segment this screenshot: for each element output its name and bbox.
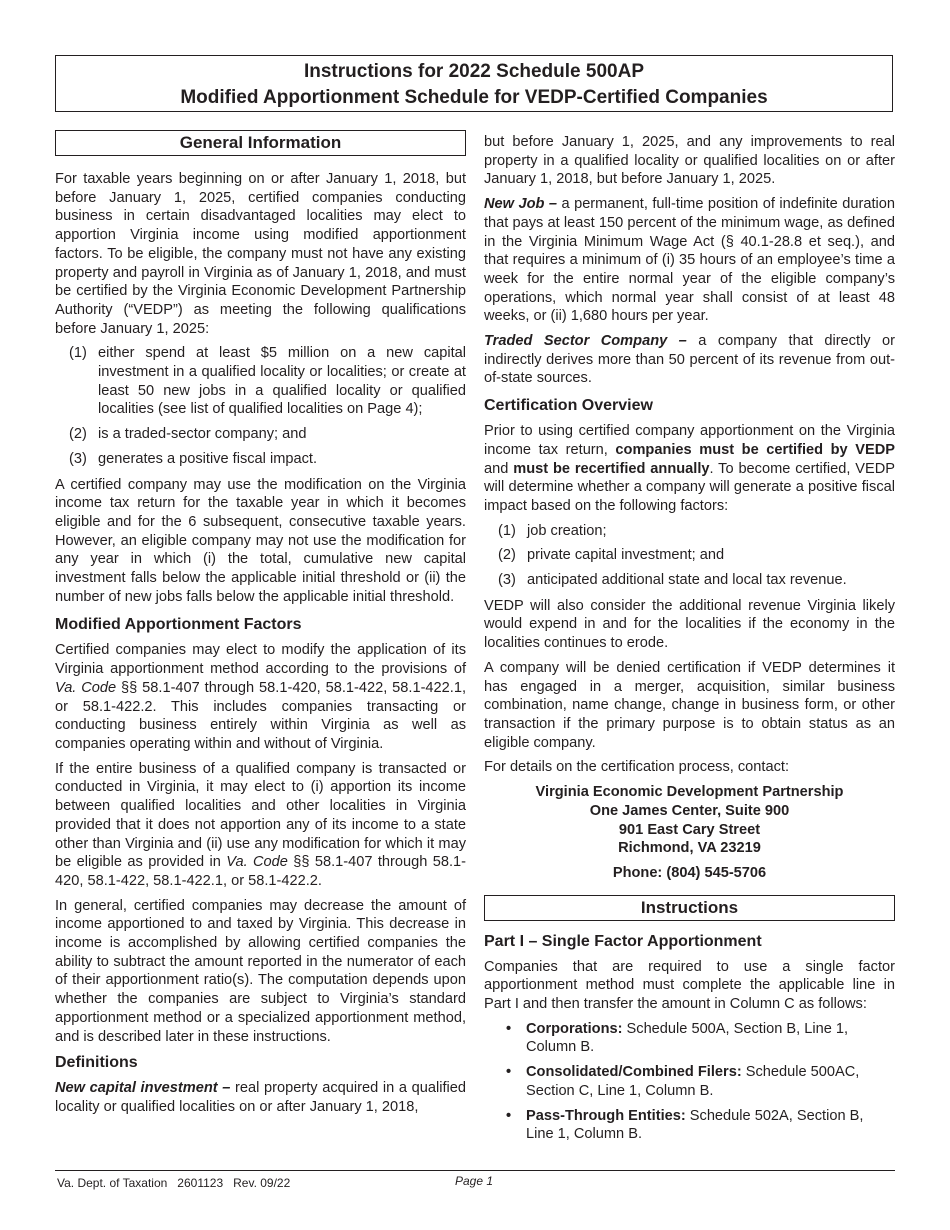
right-column <box>484 133 895 1144</box>
footer-rule <box>55 1170 895 1171</box>
contact-address-1: One James Center, Suite 900 <box>589 802 790 819</box>
general-intro-paragraph: For taxable years beginning on or after January 1, 2018, but before January 1, 2025, certified companies conducting business in certain disadvantaged localities may elect to apportion Virginia income using modified apportionment factors. To be eligible, the company must not have any existing property and payroll in Virginia as of January 1, 2018, and must be certified by the Virginia Economic Development Partnership Authority (“VEDP”) as meeting the following qualifications before January 1, 2025: <box>55 171 466 337</box>
factors-paragraph-1: Certified companies may elect to modify the application of its Virginia apportionment method according to the provisions of Va. Code §§ 58.1-407 through 58.1-420, 58.1-422, 58.1-422.1, or 58.1-422.2. This includes companies transacting or conducting business entirely within Virginia as well as companies operating within and without of Virginia. <box>55 642 467 752</box>
contact-city: Richmond, VA 23219 <box>618 840 761 857</box>
footer-page-number: Page 1 <box>455 1174 494 1188</box>
title-line-2: Modified Apportionment Schedule for VEDP-Certified Companies <box>180 87 768 108</box>
contact-phone: Phone: (804) 545-5706 <box>612 864 767 881</box>
left-column <box>55 130 466 1117</box>
certification-paragraph-1: Prior to using certified company apportionment on the Virginia income tax return, companies must be certified by VEDP and must be recertified annually. To become certified, VEDP will determine whether a company will generate a positive fiscal impact based on the following factors: <box>484 423 895 514</box>
list-item: (2) is a traded-sector company; and <box>69 426 307 443</box>
factors-paragraph-3: In general, certified companies may decrease the amount of income apportioned to and taxed by Virginia. This decrease in income is accomplished by allowing certified companies the ability to subtract the amount reported in the numerator of each of their apportionment ratio(s). The computation depends upon whether the companies are subject to Virginia’s standard apportionment method or a specialized apportionment method, and is described later in these instructions. <box>55 897 466 1045</box>
traded-sector-definition: Traded Sector Company – a company that directly or indirectly derives more than 50 percent of its revenue from out-of-state sources. <box>484 333 895 387</box>
contact-org: Virginia Economic Development Partnership <box>535 784 844 801</box>
part-1-paragraph: Companies that are required to use a single factor apportionment method must complete the applicable line in Part I and then transfer the amount in Column C as follows: <box>484 958 895 1013</box>
list-item: (1) job creation; <box>498 522 607 539</box>
list-item: • Pass-Through Entities: Schedule 502A, Section B, Line 1, Column B. <box>506 1107 864 1143</box>
definitions-heading: Definitions <box>55 1054 138 1072</box>
certification-paragraph-3: A company will be denied certification if VEDP determines it has engaged in a merger, acquisition, similar business combination, name change, change in business form, or other transaction if the primary purpose is to obtain status as an eligible company. <box>484 659 895 751</box>
footer-form-info: Va. Dept. of Taxation 2601123 Rev. 09/22 <box>57 1176 291 1190</box>
instructions-heading: Instructions <box>484 895 895 921</box>
certification-paragraph-4: For details on the certification process, contact: <box>484 759 789 776</box>
list-item: (2) private capital investment; and <box>498 547 725 564</box>
list-item: • Consolidated/Combined Filers: Schedule 500AC, Section C, Line 1, Column B. <box>506 1064 860 1099</box>
new-capital-investment-definition: New capital investment – real property acquired in a qualified locality or qualified localities on or after January 1, 2018, <box>55 1080 466 1115</box>
document-title-box <box>55 55 893 112</box>
list-item: • Corporations: Schedule 500A, Section B, Line 1, Column B. <box>506 1020 849 1056</box>
certification-factors-list <box>484 522 895 590</box>
general-information-heading: General Information <box>55 130 466 156</box>
certification-heading: Certification Overview <box>484 397 653 415</box>
eligibility-paragraph: A certified company may use the modification on the Virginia income tax return for the taxable year in which it becomes eligible and for the 6 subsequent, consecutive taxable years. However, an eligible company may not use the modification for any year in which (i) the total, cumulative new capital investment falls below the applicable initial threshold or (ii) the number of new jobs falls below the applicable initial threshold. <box>55 476 466 605</box>
list-item: (3) anticipated additional state and local tax revenue. <box>498 572 847 589</box>
title-line-1: Instructions for 2022 Schedule 500AP <box>303 61 644 82</box>
part-1-heading: Part I – Single Factor Apportionment <box>484 932 762 950</box>
transfer-list <box>484 1020 895 1144</box>
certification-paragraph-2: VEDP will also consider the additional revenue Virginia likely would expend in and for the localities if the economy in the localities continues to erode. <box>484 597 895 652</box>
new-job-definition: New Job – a permanent, full-time position of indefinite duration that pays at least 150 percent of the minimum wage, as defined in the Virginia Minimum Wage Act (§ 40.1-28.8 et seq.), and that requires a minimum of (i) 35 hours of an employee’s time a week for the entire normal year of the eligible company’s operations, which normal year shall consist of at least 48 weeks, or (ii) 1,680 hours per year. <box>484 196 895 325</box>
contact-address-2: 901 East Cary Street <box>618 821 761 838</box>
list-item: (3) generates a positive fiscal impact. <box>69 450 318 467</box>
factors-paragraph-2: If the entire business of a qualified company is transacted or conducted in Virginia, it may elect to (i) apportion its income between qualified localities and other localities in Virginia provided that it does not apportion any of its income to a state other than Virginia and (ii) use any modification for which it may be eligible as provided in Va. Code §§ 58.1-407 through 58.1-420, 58.1-422, 58.1-422.1, or 58.1-422.2. <box>55 760 466 889</box>
factors-heading: Modified Apportionment Factors <box>55 616 302 634</box>
vedp-contact-block <box>484 783 895 883</box>
new-capital-investment-continued: but before January 1, 2025, and any improvements to real property in a qualified locality or qualified localities on or after January 1, 2018, but before January 1, 2025. <box>484 134 895 188</box>
qualifications-list <box>55 344 466 468</box>
list-item: (1) either spend at least $5 million on a new capital investment in a qualified locality or localities; or create at least 50 new jobs in a qualified locality or qualified localities (see list of qualified localities on Page 4); <box>69 345 466 418</box>
